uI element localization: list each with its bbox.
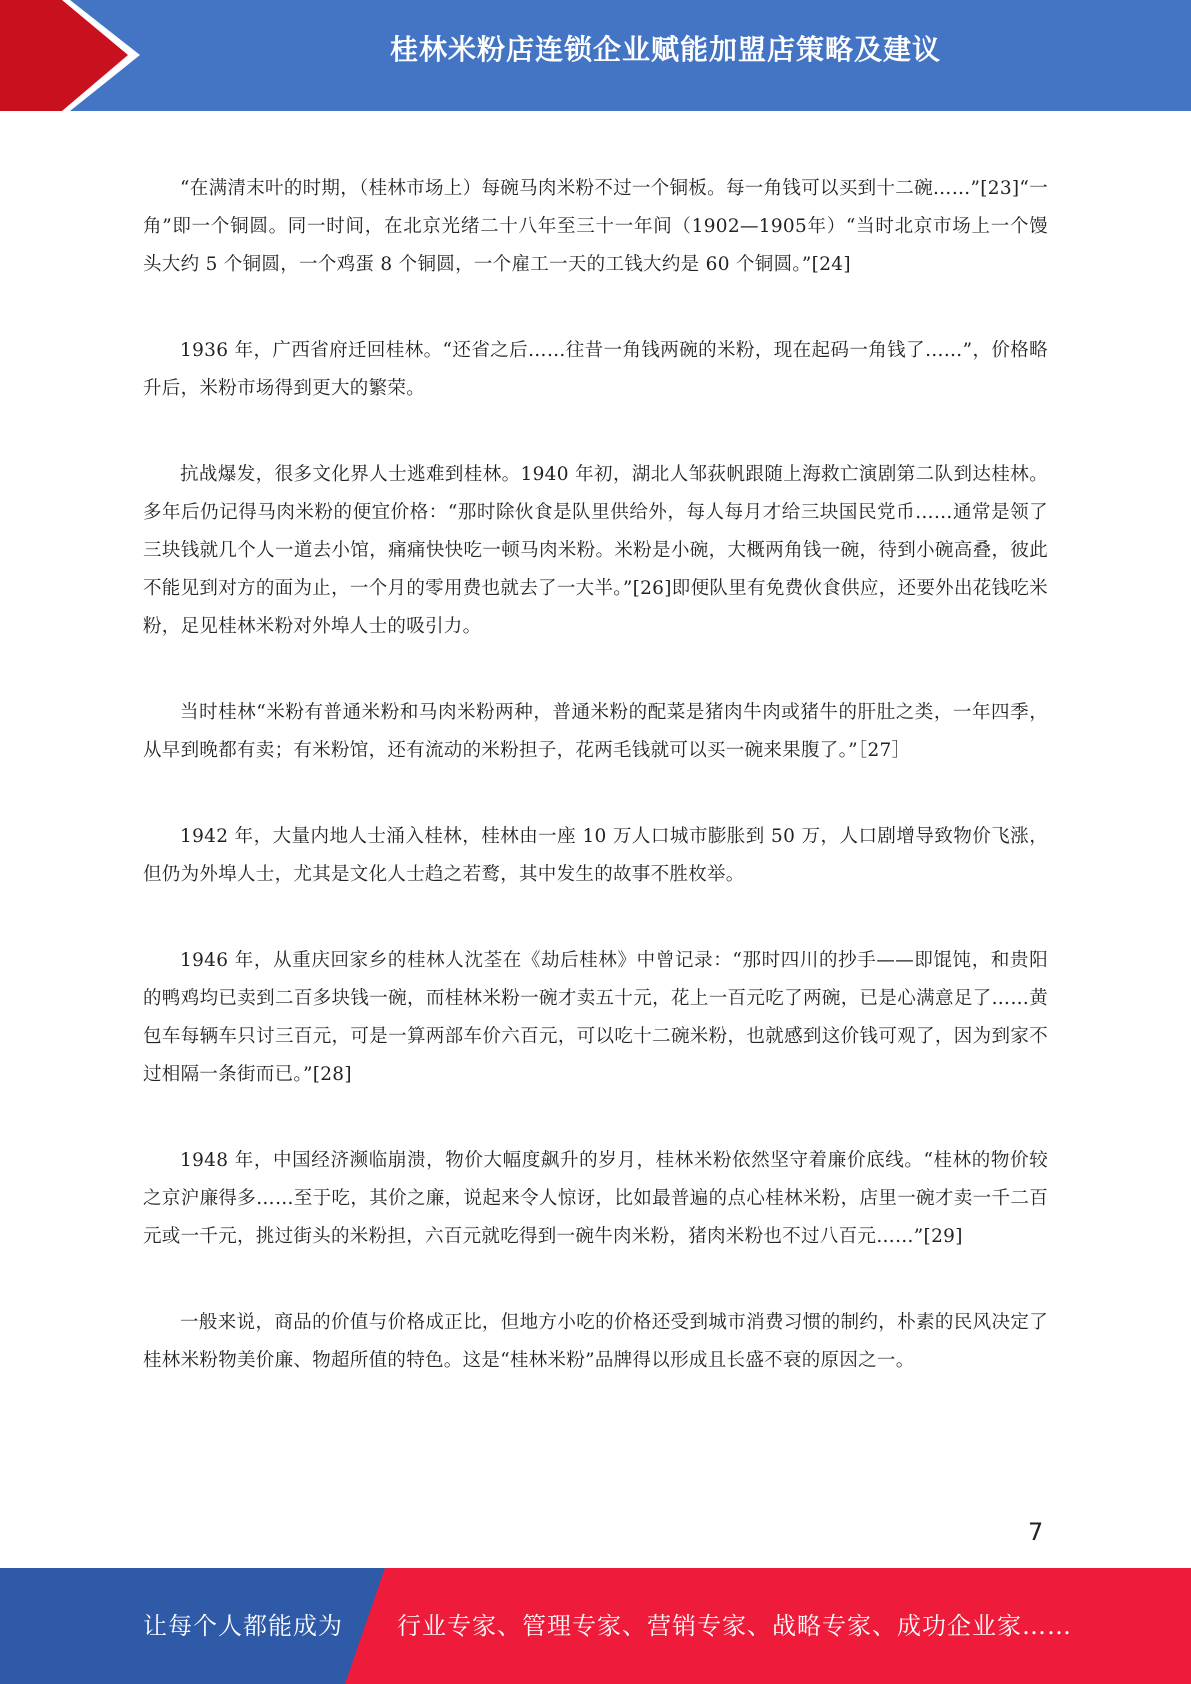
paragraph: 一般来说，商品的价值与价格成正比，但地方小吃的价格还受到城市消费习惯的制约，朴素的民风决定了桂林米粉物美价廉、物超所值的特色。这是“桂林米粉”品牌得以形成且长盛不衰的原因之一。 <box>143 1312 1048 1371</box>
paragraph: 抗战爆发，很多文化界人士逃难到桂林。1940 年初，湖北人邹荻帆跟随上海救亡演剧第二队到达桂林。多年后仍记得马肉米粉的便宜价格：“那时除伙食是队里供给外，每人每月才给三块国民党币……通常是领了三块钱就几个人一道去小馆，痛痛快快吃一顿马肉米粉。米粉是小碗，大概两角钱一碗，待到小碗高叠，彼此不能见到对方的面为止，一个月的零用费也就去了一大半。”[26]即便队里有免费伙食供应，还要外出花钱吃米粉，足见桂林米粉对外埠人士的吸引力。 <box>143 464 1048 637</box>
paragraph: 1942 年，大量内地人士涌入桂林，桂林由一座 10 万人口城市膨胀到 50 万，人口剧增导致物价飞涨，但仍为外埠人士，尤其是文化人士趋之若鹜，其中发生的故事不胜枚举。 <box>143 826 1048 885</box>
page-header <box>0 0 1191 111</box>
paragraph: “在满清末叶的时期，（桂林市场上）每碗马肉米粉不过一个铜板。每一角钱可以买到十二碗……”[23]“一角”即一个铜圆。同一时间，在北京光绪二十八年至三十一年间（1902—1905年）“当时北京市场上一个馒头大约 5 个铜圆，一个鸡蛋 8 个铜圆，一个雇工一天的工钱大约是 60 个铜圆。”[24] <box>143 178 1048 275</box>
paragraph: 当时桂林“米粉有普通米粉和马肉米粉两种，普通米粉的配菜是猪肉牛肉或猪牛的肝肚之类，一年四季，从早到晚都有卖；有米粉馆，还有流动的米粉担子，花两毛钱就可以买一碗来果腹了。”［27］ <box>143 702 1048 761</box>
page-footer <box>0 1568 1191 1684</box>
paragraph: 1936 年，广西省府迁回桂林。“还省之后……往昔一角钱两碗的米粉，现在起码一角钱了……”，价格略升后，米粉市场得到更大的繁荣。 <box>143 340 1048 399</box>
paragraph: 1948 年，中国经济濒临崩溃，物价大幅度飙升的岁月，桂林米粉依然坚守着廉价底线。“桂林的物价较之京沪廉得多……至于吃，其价之廉，说起来令人惊讶，比如最普遍的点心桂林米粉，店里一碗才卖一千二百元或一千元，挑过街头的米粉担，六百元就吃得到一碗牛肉米粉，猪肉米粉也不过八百元……”[29] <box>143 1150 1048 1247</box>
page-number: 7 <box>1028 1518 1044 1546</box>
paragraph: 1946 年，从重庆回家乡的桂林人沈荃在《劫后桂林》中曾记录：“那时四川的抄手——即馄饨，和贵阳的鸭鸡均已卖到二百多块钱一碗，而桂林米粉一碗才卖五十元，花上一百元吃了两碗，已是心满意足了……黄包车每辆车只讨三百元，可是一算两部车价六百元，可以吃十二碗米粉，也就感到这价钱可观了，因为到家不过相隔一条街而已。”[28] <box>143 950 1048 1085</box>
footer-slogan-lead: 让每个人都能成为 <box>143 1612 343 1640</box>
article-body <box>143 170 1048 1428</box>
footer-slogan-roles: 行业专家、管理专家、营销专家、战略专家、成功企业家…… <box>397 1612 1072 1640</box>
document-title: 桂林米粉店连锁企业赋能加盟店策略及建议 <box>389 33 941 66</box>
